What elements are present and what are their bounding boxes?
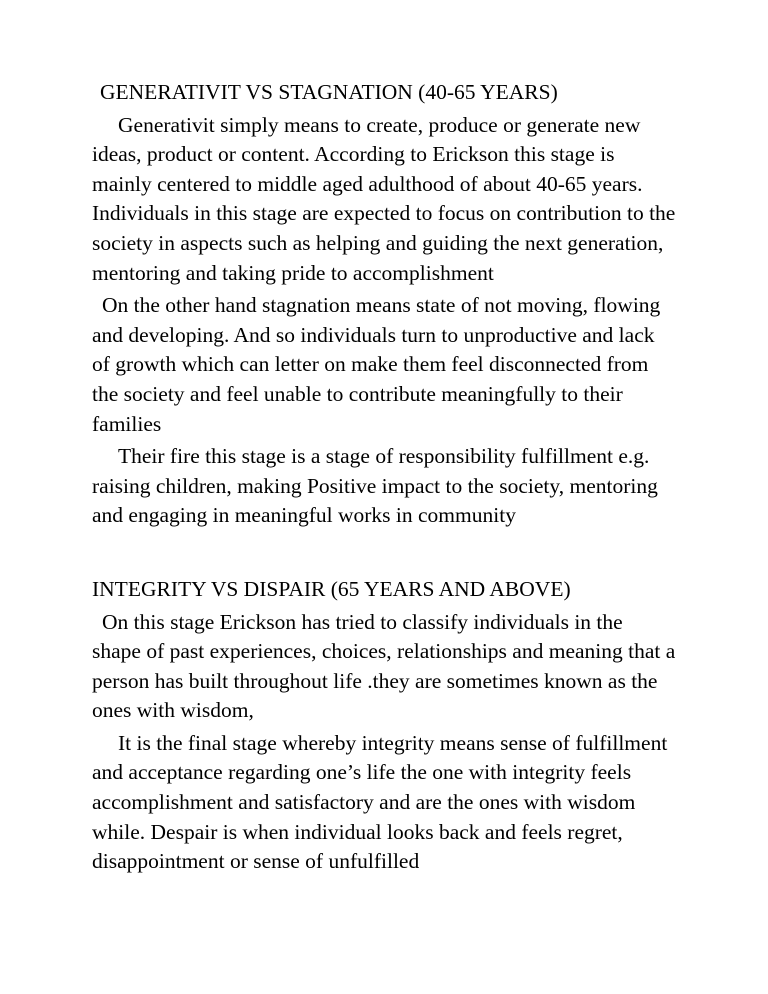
paragraph-generativity-definition: Generativit simply means to create, produce or generate new ideas, product or content. According to Erickson this stage is mainly centered to middle aged adulthood of about 40-65 years. Individuals in this stage are expected to focus on contribution to the society in aspects such as helping and guiding the next generation, mentoring and taking pride to accomplishment bbox=[92, 112, 676, 285]
document-body bbox=[92, 78, 676, 877]
section-heading-integrity: INTEGRITY VS DISPAIR (65 YEARS AND ABOVE) bbox=[92, 576, 571, 601]
paragraph-responsibility-fulfillment: Their fire this stage is a stage of responsibility fulfillment e.g. raising children, making Positive impact to the society, mentoring and engaging in meaningful works in community bbox=[92, 444, 658, 528]
section-heading-generativity: GENERATIVIT VS STAGNATION (40-65 YEARS) bbox=[100, 80, 558, 104]
paragraph-final-stage: It is the final stage whereby integrity means sense of fulfillment and acceptance regarding one’s life the one with integrity feels accomplishment and satisfactory and are the ones with wisdom while. Despair is when individual looks back and feels regret, disappointment or sense of unfulfilled bbox=[92, 730, 668, 874]
paragraph-stagnation-definition: On the other hand stagnation means state of not moving, flowing and developing. And so individuals turn to unproductive and lack of growth which can letter on make them feel disconnected from the society and feel unable to contribute meaningfully to their families bbox=[92, 293, 661, 436]
paragraph-integrity-classification: On this stage Erickson has tried to classify individuals in the shape of past experiences, choices, relationships and meaning that a person has built throughout life .they are sometimes known as the ones with wisdom, bbox=[92, 609, 676, 723]
section-spacer bbox=[92, 531, 676, 575]
